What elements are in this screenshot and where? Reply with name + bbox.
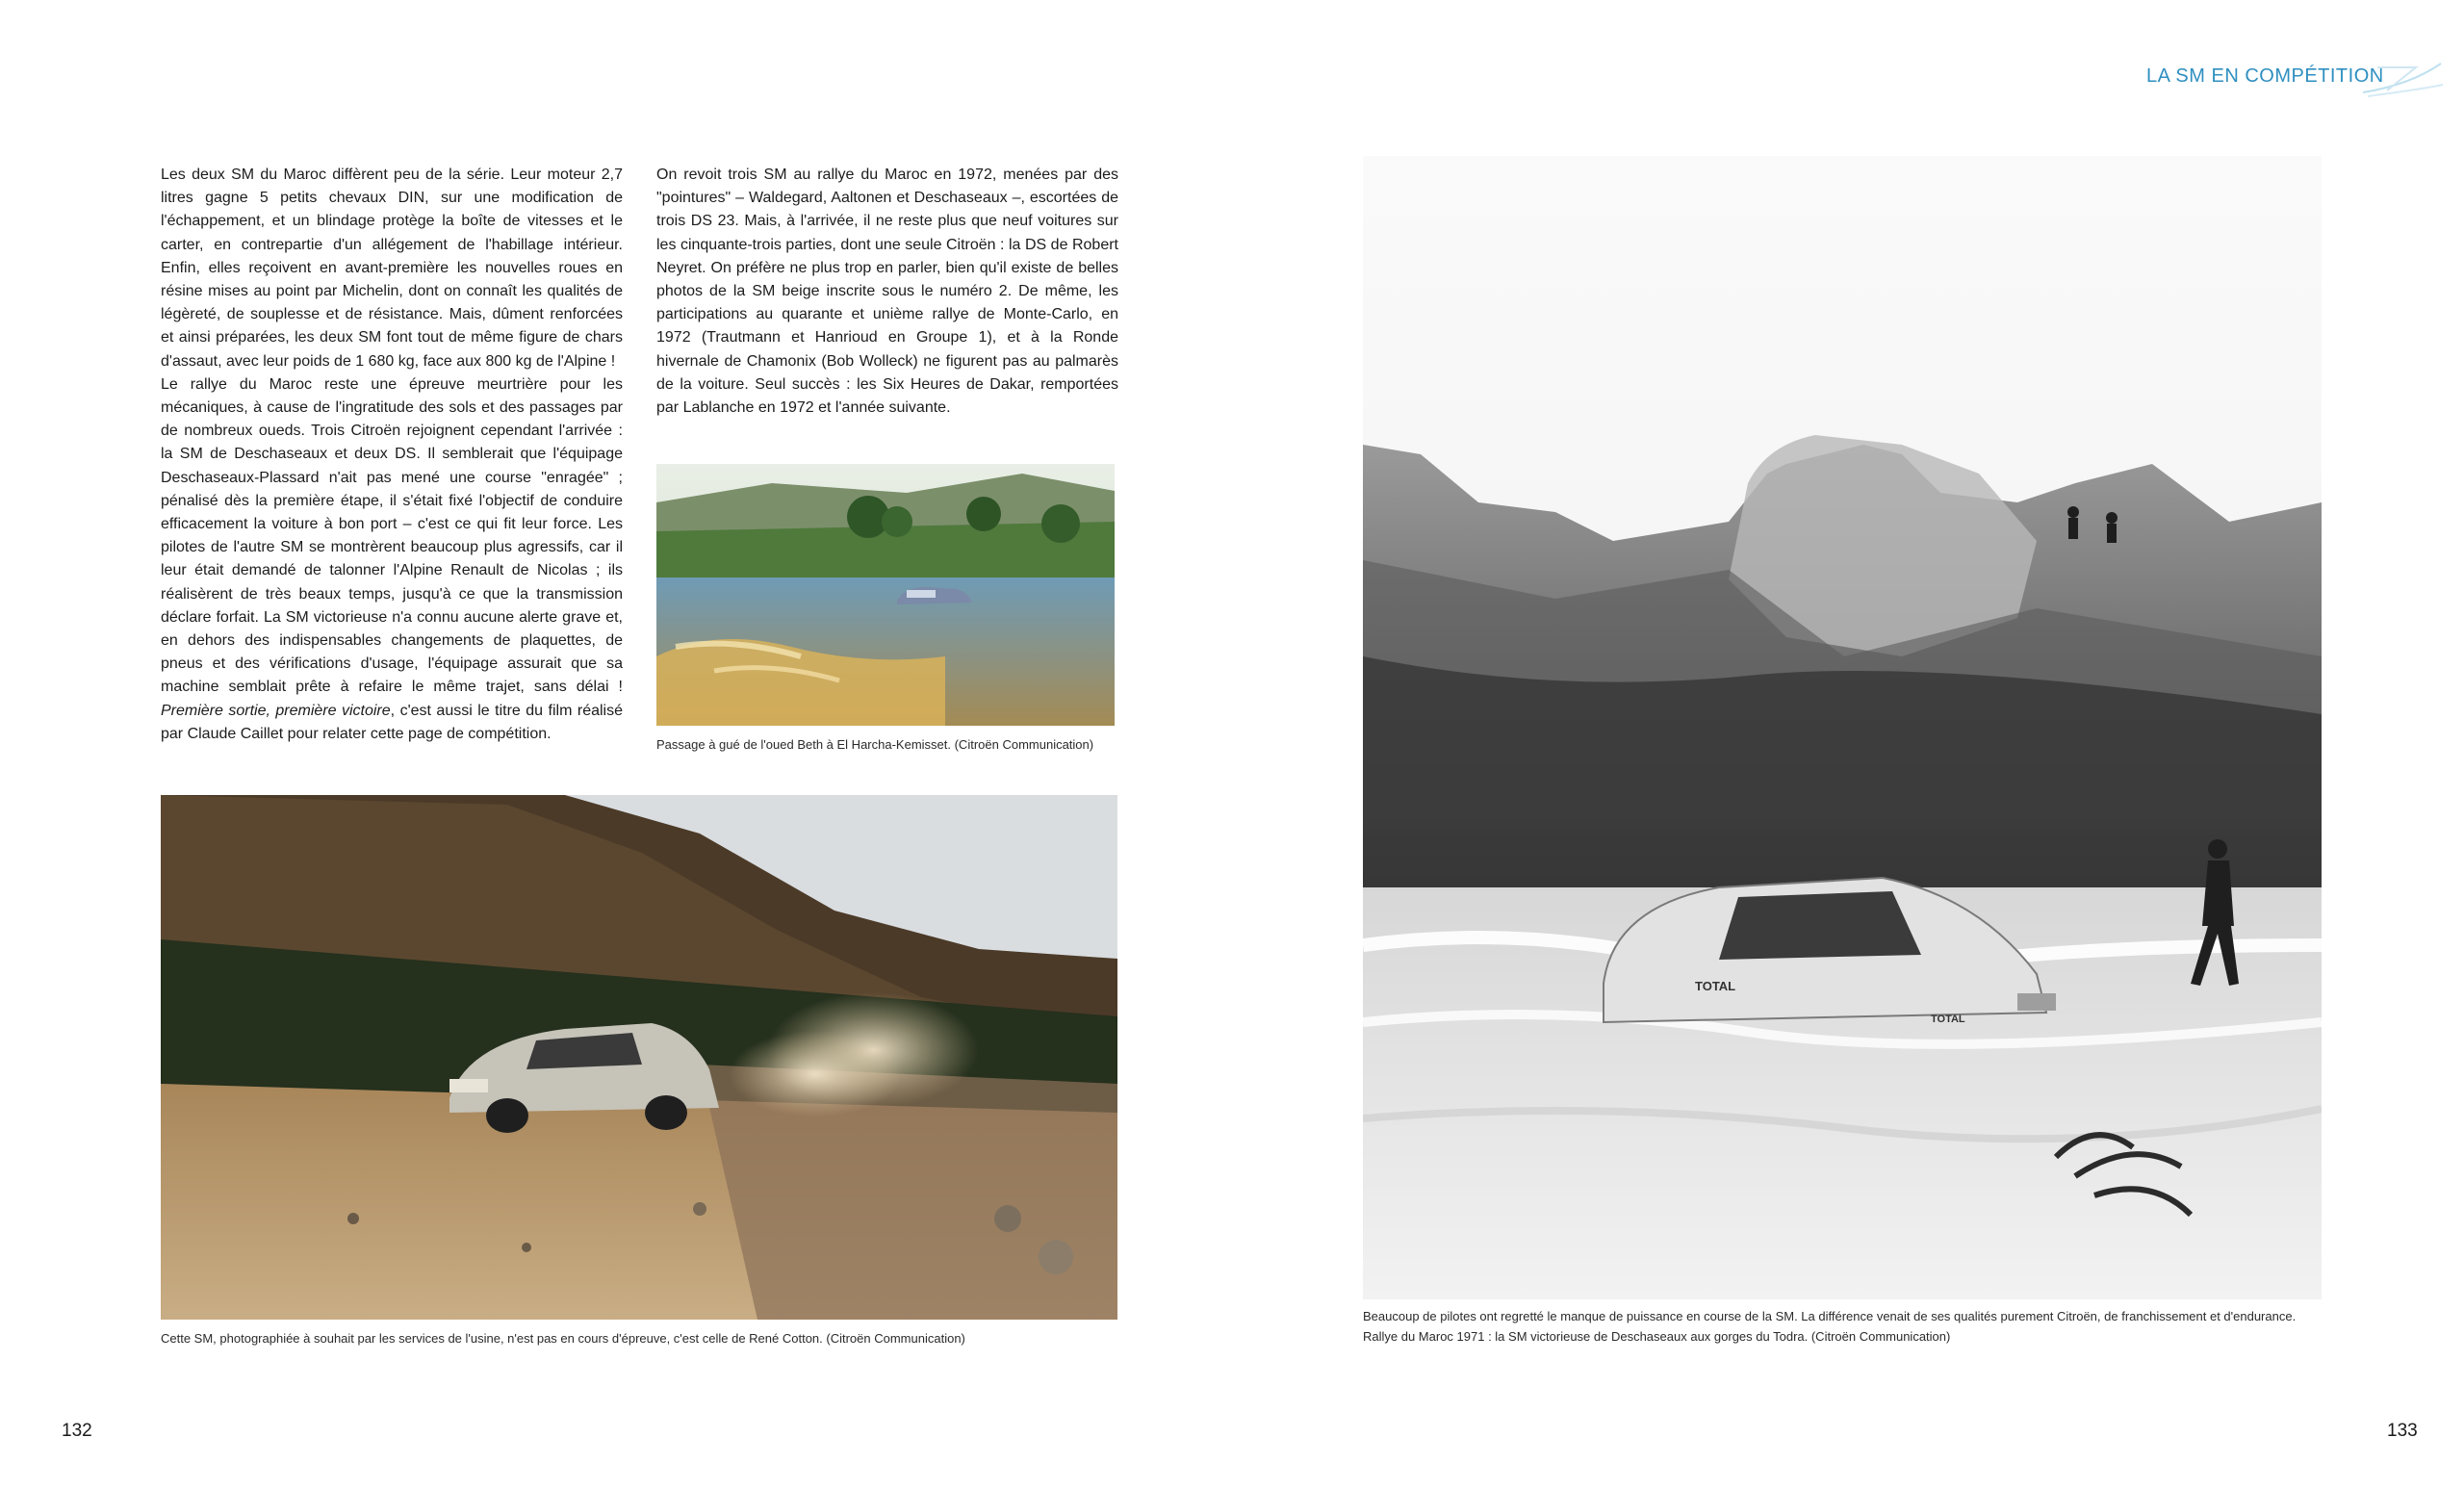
page-number-left: 132 — [62, 1421, 92, 1441]
body-paragraph — [161, 373, 623, 746]
bumper-sticker-text: TOTAL — [1931, 1014, 1965, 1025]
running-head-title: LA SM EN COMPÉTITION — [2146, 65, 2384, 87]
running-head — [2069, 60, 2435, 98]
body-paragraph: Les deux SM du Maroc diffèrent peu de la série. Leur moteur 2,7 litres gagne 5 petits chevaux DIN, sur une modification de l'échappement, et un blindage protège la boîte de vitesses et le carter, en contrepartie d'un allégement de l'habillage intérieur. Enfin, elles reçoivent en avant-première les nouvelles roues en résine mises au point par Michelin, dont on connaît les qualités de légèreté, de souplesse et de résistance. Mais, dûment renforcées et ainsi préparées, les deux SM font tout de même figure de chars d'assaut, avec leur poids de 1 680 kg, face aux 800 kg de l'Alpine ! — [161, 167, 623, 370]
gorges-photo — [1363, 156, 2322, 1299]
body-paragraph: On revoit trois SM au rallye du Maroc en 1972, menées par des "pointures" – Waldegard, Aaltonen et Deschaseaux –, escortées de trois DS 23. Mais, à l'arrivée, il ne reste plus que neuf voitures sur les cinquante-trois parties, dont une seule Citroën : la DS de Robert Neyret. On préfère ne plus trop en parler, bien qu'il existe de belles photos de la SM beige inscrite sous le numéro 2. De même, les participations au quarante et unième rallye de Monte-Carlo, en 1972 (Trautmann et Hanrioud en Groupe 1), et à la Ronde hivernale de Chamonix (Bob Wolleck) ne figurent pas au palmarès de la voiture. Seul succès : les Six Heures de Dakar, remportées par Lablanche en 1972 et l'année suivante. — [656, 167, 1118, 417]
dust-photo-caption: Cette SM, photographiée à souhait par les services de l'usine, n'est pas en cours d'épreuve, c'est celle de René Cotton. (Citroën Communication) — [161, 1331, 965, 1346]
left-text-column — [161, 164, 623, 746]
paragraph-text: Le rallye du Maroc reste une épreuve meurtrière pour les mécaniques, à cause de l'ingratitude des sols et des passages par de nombreux oueds. Trois Citroën rejoignent cependant l'arrivée : la SM de Deschaseaux et deux DS. Il semblerait que l'équipage Deschaseaux-Plassard n'ait pas mené une course "enragée" ; pénalisé dès la première étape, il s'était fixé l'objectif de conduire efficacement la voiture à bon port – c'est ce qui fit leur force. Les pilotes de l'autre SM se montrèrent beaucoup plus agressifs, car il leur était demandé de talonner l'Alpine Renault de Nicolas ; ils réalisèrent de très beaux temps, jusqu'à ce que la transmission déclare forfait. La SM victorieuse n'a connu aucune alerte grave et, en dehors des indispensables changements de plaquettes, de pneus et des vérifications d'usage, l'équipage assurait que sa machine semblait prête à refaire le même trajet, sans délai ! — [161, 375, 623, 696]
dust-track-photo — [161, 795, 1117, 1320]
ford-photo-caption: Passage à gué de l'oued Beth à El Harcha-Kemisset. (Citroën Communication) — [656, 737, 1094, 752]
door-sticker-text: TOTAL — [1695, 979, 1736, 993]
paragraph-text: , c'est aussi le titre du film réalisé par Claude Caillet pour relater cette page de compétition. — [161, 702, 624, 742]
film-title: Première sortie, première victoire — [161, 702, 391, 719]
middle-text-column — [656, 164, 1118, 420]
ford-crossing-photo — [656, 464, 1115, 726]
swoosh-ornament-icon — [2358, 60, 2445, 98]
gorges-photo-caption: Beaucoup de pilotes ont regretté le manque de puissance en course de la SM. La différence venait de ses qualités purement Citroën, de franchissement et d'endurance. Rallye du Maroc 1971 : la SM victorieuse de Deschaseaux aux gorges du Todra. (Citroën Communication) — [1363, 1309, 2297, 1344]
page-number-right: 133 — [2387, 1421, 2418, 1441]
